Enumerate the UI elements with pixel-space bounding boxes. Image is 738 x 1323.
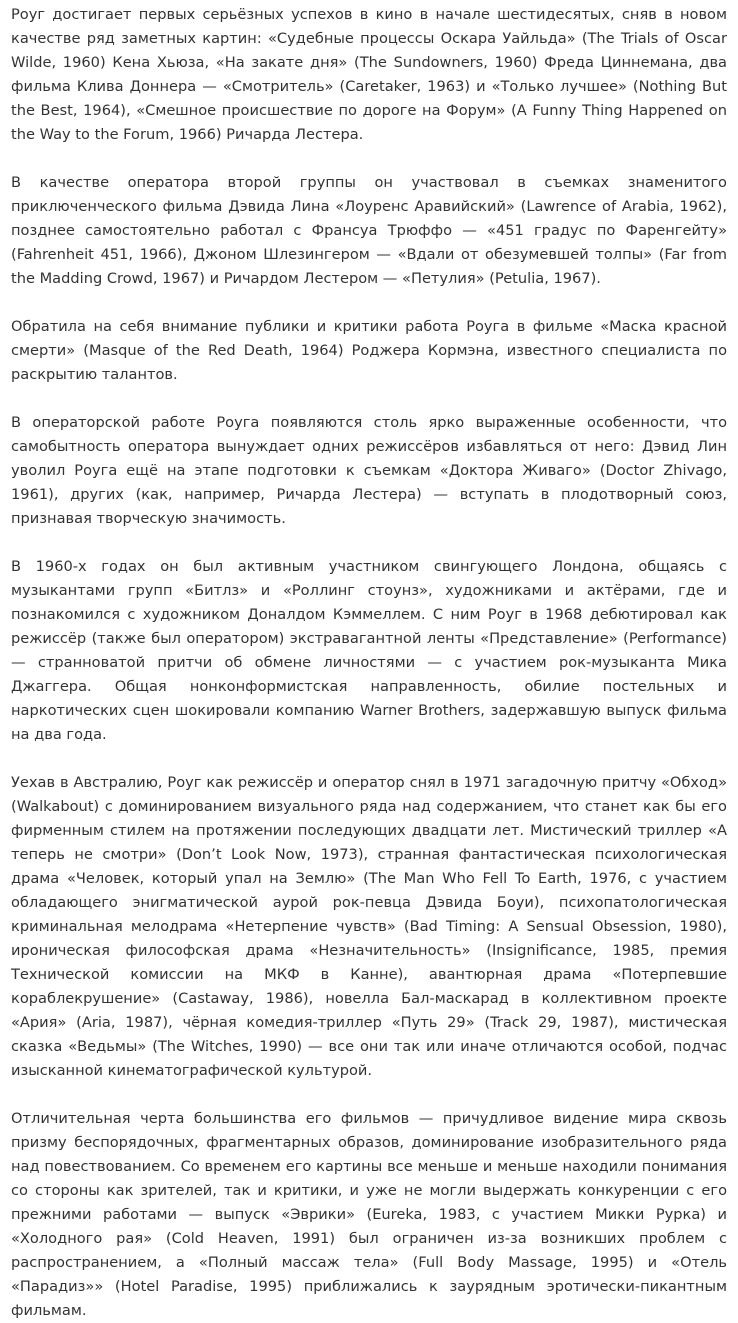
paragraph-early-success: Роуг достигает первых серьёзных успехов в кино в начале шестидесятых, сняв в новом качестве ряд заметных картин: «Судебные процессы Оскара Уайльда» (The Trials of Oscar Wilde, 1960) Кена Хьюза, «На закате дня» (The Sundowners, 1960) Фреда Циннемана, два фильма Клива Доннера — «Смотритель» (Caretaker, 1963) и «Только лучшее» (Nothing But the Best, 1964), «Смешное происшествие по дороге на Форум» (A Funny Thing Happened on the Way to the Forum, 1966) Ричарда Лестера. [11,6,727,143]
paragraph-camera-style: В операторской работе Роуга появляются столь ярко выраженные особенности, что самобытность оператора вынуждает одних режиссёров избавляться от него: Дэвид Лин уволил Роуга ещё на этапе подготовки к съемкам «Доктора Живаго» (Doctor Zhivago, 1961), других (как, например, Ричарда Лестера) — вступать в плодотворный союз, признавая творческую значимость. [11,414,727,527]
paragraph-masque-red-death: Обратила на себя внимание публики и критики работа Роуга в фильме «Маска красной смерти» (Masque of the Red Death, 1964) Роджера Кормэна, известного специалиста по раскрытию талантов. [11,318,727,383]
paragraph-swinging-london: В 1960-х годах он был активным участником свингующего Лондона, общаясь с музыкантами групп «Битлз» и «Роллинг стоунз», художниками и актёрами, где и познакомился с художником Доналдом Кэммеллем. С ним Роуг в 1968 дебютировал как режиссёр (также был оператором) экстравагантной ленты «Представление» (Performance) — странноватой притчи об обмене личностями — с участием рок-музыканта Мика Джаггера. Общая нонконформистская направленность, обилие постельных и наркотических сцен шокировали компанию Warner Brothers, задержавшую выпуск фильма на два года. [11,558,727,743]
paragraph-later-career: Отличительная черта большинства его фильмов — причудливое видение мира сквозь призму беспорядочных, фрагментарных образов, доминирование изобразительного ряда над повествованием. Со временем его картины все меньше и меньше находили понимания со стороны как зрителей, так и критики, и уже не могли выдержать конкуренции с его прежними работами — выпуск «Эврики» (Eureka, 1983, с участием Микки Рурка) и «Холодного рая» (Cold Heaven, 1991) был ограничен из-за возникших проблем с распространением, а «Полный массаж тела» (Full Body Massage, 1995) и «Отель «Парадиз»» (Hotel Paradise, 1995) приближались к заурядным эротически-пикантным фильмам. [11,1110,727,1319]
paragraph-second-unit: В качестве оператора второй группы он участвовал в съемках знаменитого приключенческого фильма Дэвида Лина «Лоуренс Аравийский» (Lawrence of Arabia, 1962), позднее самостоятельно работал с Франсуа Трюффо — «451 градус по Фаренгейту» (Fahrenheit 451, 1966), Джоном Шлезингером — «Вдали от обезумевшей толпы» (Far from the Madding Crowd, 1967) и Ричардом Лестером — «Петулия» (Petulia, 1967). [11,174,727,287]
paragraph-australia-films: Уехав в Австралию, Роуг как режиссёр и оператор снял в 1971 загадочную притчу «Обход» (Walkabout) с доминированием визуального ряда над содержанием, что станет как бы его фирменным стилем на протяжении последующих двадцати лет. Мистический триллер «А теперь не смотри» (Don’t Look Now, 1973), странная фантастическая психологическая драма «Человек, который упал на Землю» (The Man Who Fell To Earth, 1976, с участием обладающего энигматической аурой рок-певца Дэвида Боуи), психопатологическая криминальная мелодрама «Нетерпение чувств» (Bad Timing: A Sensual Obsession, 1980), ироническая философская драма «Незначительность» (Insignificance, 1985, премия Технической комиссии на МКФ в Канне), авантюрная драма «Потерпевшие кораблекрушение» (Castaway, 1986), новелла Бал-маскарад в коллективном проекте «Ария» (Aria, 1987), чёрная комедия-триллер «Путь 29» (Track 29, 1987), мистическая сказка «Ведьмы» (The Witches, 1990) — все они так или иначе отличаются особой, подчас изысканной кинематографической культурой. [11,774,727,1079]
